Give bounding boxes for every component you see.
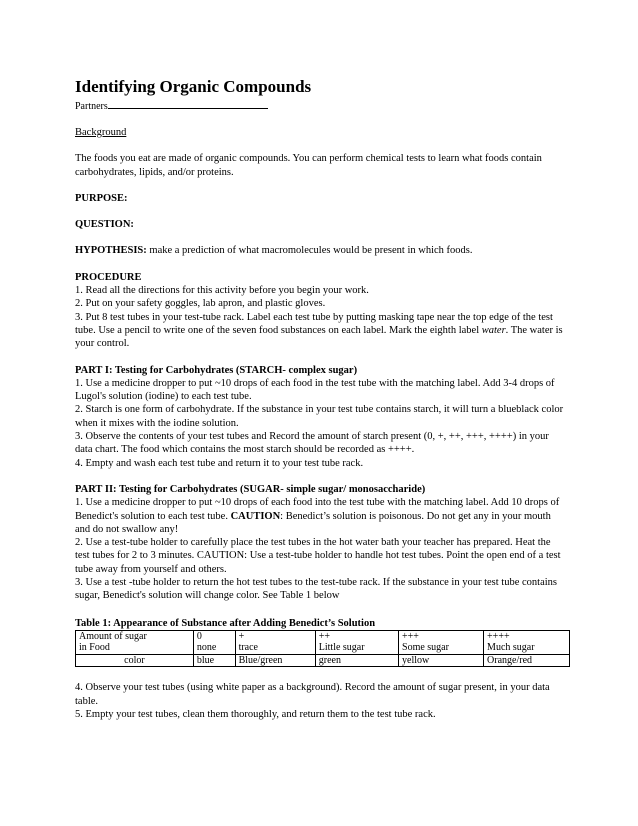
partners-blank [108,98,268,109]
procedure-step-3-italic: water [481,324,506,336]
procedure-step-3-text: 3. Put 8 test tubes in your test-tube rack. Label each test tube by putting masking tape near the top edge of the test tube. Use a pencil to write one of the seven food substances on each label. Mark the eighth label [75,311,553,336]
table-row [76,630,570,642]
table-cell: yellow [399,654,484,667]
partners-line [75,98,565,113]
page-title: Identifying Organic Compounds [75,77,312,96]
part1-step-1: 1. Use a medicine dropper to put ~10 drops of each food in the test tube with the matching label. Add 3-4 drops of Lugol's solution (iodine) to each test tube. [75,377,555,403]
step-5: 5. Empty your test tubes, clean them thoroughly, and return them to the test tube rack. [75,709,436,720]
table-cell: ++ [315,630,398,642]
table-cell: Little sugar [315,642,398,654]
step-4: 4. Observe your test tubes (using white paper as a background). Record the amount of sugar present, in your data table. [75,682,550,707]
hypothesis-text: make a prediction of what macromolecules would be present in which foods. [146,245,473,257]
part2-step-3: 3. Use a test -tube holder to return the hot test tubes to the test-tube rack. If the substance in your test tube contains sugar, Benedict's solution will change color. See Table 1 below [75,577,557,602]
table-cell: Much sugar [484,642,570,654]
table-row [76,654,570,667]
table-cell: trace [235,642,315,654]
document-page [75,77,565,721]
part2-heading: PART II: Testing for Carbohydrates (SUGAR- simple sugar/ monosaccharide) [75,483,426,495]
table-cell: Orange/red [484,654,570,667]
table-cell: green [315,654,398,667]
part2-step-1-text: 1. Use a medicine dropper to put ~10 drops of each food into the test tube with the matching label. Add 10 drops of Benedict's solution to each test tube. [75,497,560,522]
part1-step-2: 2. Starch is one form of carbohydrate. If the substance in your test tube contains starch, it will turn a blueblack color when it mixes with the iodine solution. [75,404,564,429]
table-row-label: Amount of sugar [76,630,194,642]
table-cell: +++ [399,630,484,642]
procedure-step-2: 2. Put on your safety goggles, lab apron, and plastic gloves. [75,298,326,310]
table-cell: + [235,630,315,642]
part2-step-2: 2. Use a test-tube holder to carefully place the test tubes in the hot water bath your teacher has prepared. Heat the test tubes for 2 to 3 minutes. CAUTION: Use a test-tube holder to handle hot test tubes. Point the open end of a test tube away from yourself and others. [75,537,561,575]
part1-step-4: 4. Empty and wash each test tube and return it to your test tube rack. [75,457,364,469]
table-cell: Blue/green [235,654,315,667]
table-row-label: in Food [76,642,194,654]
hypothesis-label: HYPOTHESIS: [75,245,147,257]
part1-heading: PART I: Testing for Carbohydrates (STARCH- complex sugar) [75,364,358,376]
part1-step-3: 3. Observe the contents of your test tubes and Record the amount of starch present (0, +, ++, +++, ++++) in your data chart. The food which contains the most starch should be recorded as ++++. [75,431,549,456]
part2-step-1-end: : Benedict’s solution is poisonous. Do not get any in your mouth and do not swallow any! [75,510,551,535]
procedure-step-1: 1. Read all the directions for this activity before you begin your work. [75,285,369,297]
table-cell: none [193,642,235,654]
background-text: The foods you eat are made of organic compounds. You can perform chemical tests to learn what foods contain carbohydrates, lipids, and/or proteins. [75,153,542,178]
question-label: QUESTION: [75,219,134,231]
table-row-label: color [76,654,194,667]
part2-step-1 [75,496,565,536]
procedure-step-3-end: . The water is your control. [75,324,563,350]
purpose-label: PURPOSE: [75,192,128,204]
procedure-step-3 [75,311,565,351]
table-cell: Some sugar [399,642,484,654]
benedict-table [75,630,570,668]
caution-label: CAUTION [230,510,281,522]
table-cell: ++++ [484,630,570,642]
background-heading: Background [75,127,127,138]
table-title: Table 1: Appearance of Substance after Adding Benedict’s Solution [75,617,376,629]
procedure-heading: PROCEDURE [75,271,142,283]
table-cell: blue [193,654,235,667]
hypothesis [75,244,565,257]
table-cell: 0 [193,630,235,642]
table-row [76,642,570,654]
partners-label: Partners [75,101,108,112]
